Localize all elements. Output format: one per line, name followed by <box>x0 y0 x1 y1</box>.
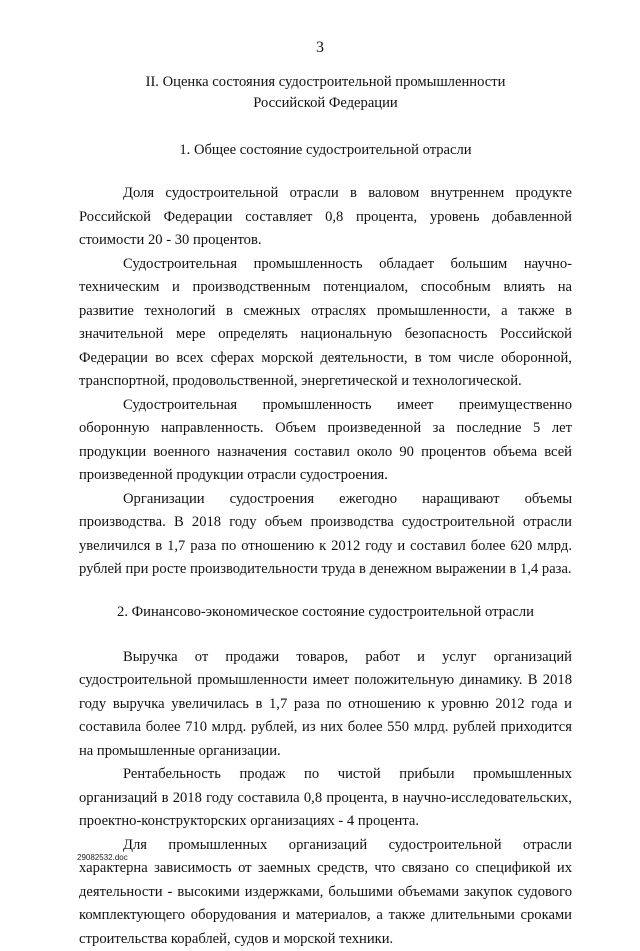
paragraph: Для промышленных организаций судостроительной отрасли характерна зависимость от заемных средств, что связано со спецификой их деятельности - высокими издержками, большими объемами закупок судового комплектующего оборудования и материалов, а также длительными сроками строительства кораблей, судов и морской техники. <box>79 834 572 951</box>
paragraph: Рентабельность продаж по чистой прибыли промышленных организаций в 2018 году составила 0,8 процента, в научно-исследовательских, проектно-конструкторских организациях - 4 процента. <box>79 763 572 834</box>
paragraph: Организации судостроения ежегодно наращивают объемы производства. В 2018 году объем производства судостроительной отрасли увеличился в 1,7 раза по отношению к 2012 году и составил более 620 млрд. рублей при росте производительности труда в денежном выражении в 1,4 раза. <box>79 488 572 582</box>
section-title-line-1: II. Оценка состояния судостроительной промышленности <box>79 72 572 93</box>
paragraph: Судостроительная промышленность обладает большим научно-техническим и производственным потенциалом, способным влиять на развитие технологий в смежных отраслях промышленности, а также в значительной мере определять национальную безопасность Российской Федерации во всех сферах морской деятельности, в том числе оборонной, транспортной, продовольственной, энергетической и технологической. <box>79 253 572 394</box>
paragraph: Доля судостроительной отрасли в валовом внутреннем продукте Российской Федерации составляет 0,8 процента, уровень добавленной стоимости 20 - 30 процентов. <box>79 182 572 253</box>
paragraph: Судостроительная промышленность имеет преимущественно оборонную направленность. Объем произведенной за последние 5 лет продукции военного назначения составил около 90 процентов объема всей произведенной продукции отрасли судостроения. <box>79 394 572 488</box>
section-title-line-2: Российской Федерации <box>79 93 572 114</box>
section-heading <box>79 72 572 114</box>
subsection-2-title: 2. Финансово-экономическое состояние судостроительной отрасли <box>79 602 572 623</box>
footer-doc-id: 29082532.doc <box>77 853 128 862</box>
paragraph: Выручка от продажи товаров, работ и услуг организаций судостроительной промышленности имеет положительную динамику. В 2018 году выручка увеличилась в 1,7 раза по отношению к уровню 2012 года и составила более 710 млрд. рублей, из них более 550 млрд. рублей приходится на промышленные организации. <box>79 646 572 764</box>
document-body <box>79 72 572 951</box>
page-number: 3 <box>0 39 640 57</box>
subsection-1-title: 1. Общее состояние судостроительной отрасли <box>79 140 572 161</box>
